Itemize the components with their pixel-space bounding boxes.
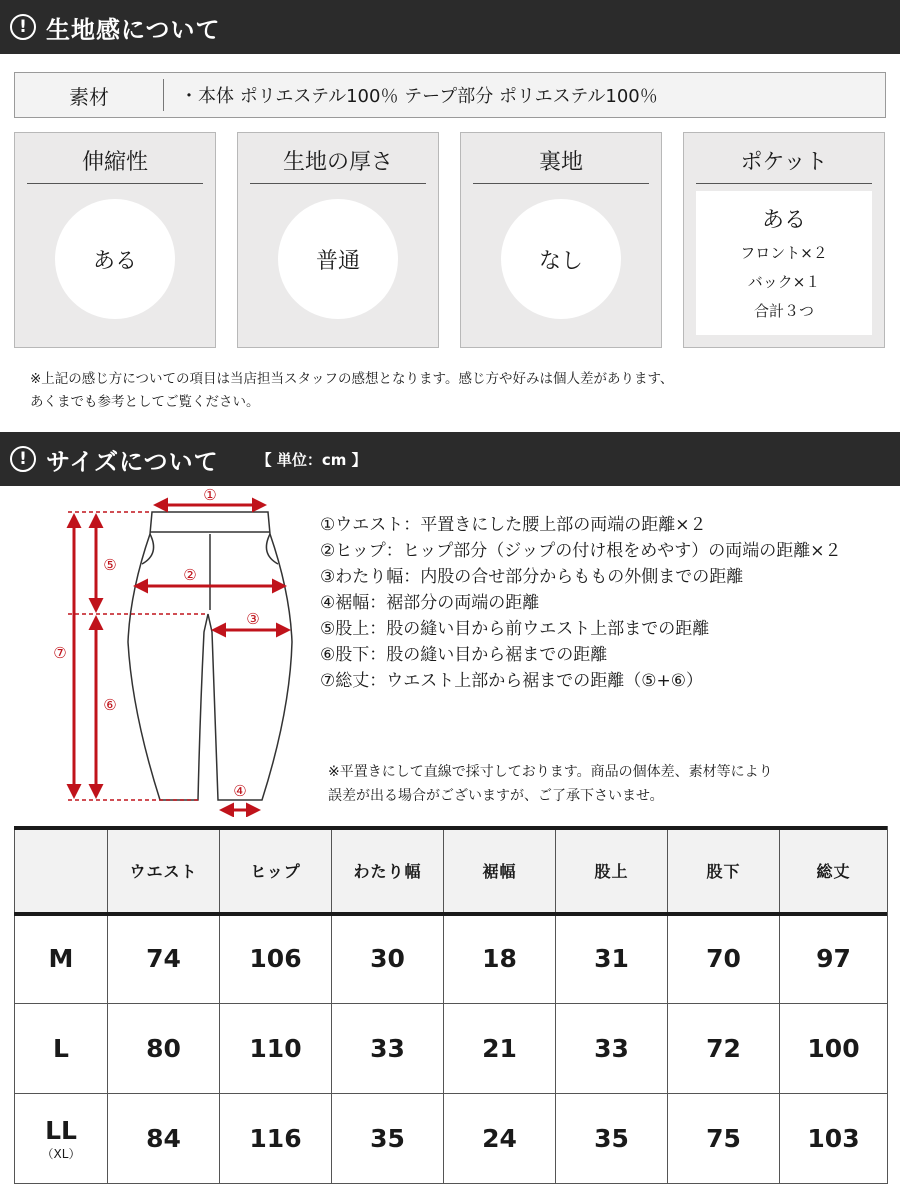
size-note: [328, 760, 773, 808]
legend-item: ⑦総丈：ウエスト上部から裾までの距離（⑤+⑥）: [320, 671, 703, 691]
label-6: ⑥: [103, 696, 117, 714]
fabric-cards: [14, 132, 886, 348]
value-cell: 72: [668, 1004, 780, 1094]
note-line: あくまでも参考としてご覧ください。: [30, 394, 260, 410]
value-cell: 24: [444, 1094, 556, 1184]
unit-label: 【 単位：cm 】: [256, 450, 367, 469]
size-table: [14, 826, 888, 1184]
exclamation-icon: !: [10, 14, 36, 40]
legend-item: ①ウエスト：平置きにした腰上部の両端の距離×２: [320, 515, 707, 535]
pants-outline: [128, 512, 292, 800]
legend-item: ⑤股上：股の縫い目から前ウエスト上部までの距離: [320, 619, 710, 639]
section-title: 生地感について: [46, 15, 221, 44]
table-row: [15, 1004, 888, 1094]
size-cell: L: [15, 1004, 108, 1094]
fabric-note: [30, 368, 673, 414]
section-header-size: [0, 432, 900, 486]
legend-item: ④裾幅：裾部分の両端の距離: [320, 593, 540, 613]
card-title: 伸縮性: [27, 143, 203, 184]
label-4: ④: [233, 782, 247, 800]
size-sub-label: （XL）: [41, 1146, 81, 1161]
value-cell: 110: [220, 1004, 332, 1094]
value-cell: 18: [444, 914, 556, 1004]
label-7: ⑦: [53, 644, 67, 662]
header-cell: [15, 827, 108, 914]
pocket-detail: [696, 191, 872, 335]
pants-measurement-diagram: [40, 482, 310, 817]
value-cell: 116: [220, 1094, 332, 1184]
section-header-fabric: [0, 0, 900, 54]
value-cell: 31: [556, 914, 668, 1004]
value-cell: 70: [668, 914, 780, 1004]
pocket-total: 合計３つ: [753, 302, 814, 320]
material-row: [14, 72, 886, 118]
card-lining: [460, 132, 662, 348]
value-cell: 33: [332, 1004, 444, 1094]
label-5: ⑤: [103, 556, 117, 574]
value-cell: 103: [780, 1094, 888, 1184]
label-3: ③: [246, 610, 260, 628]
pocket-back: バック×１: [747, 273, 821, 291]
value-cell: 100: [780, 1004, 888, 1094]
header-cell: ウエスト: [108, 827, 220, 914]
size-cell: [15, 1094, 108, 1184]
header-cell: 股上: [556, 827, 668, 914]
value-cell: 97: [780, 914, 888, 1004]
card-title: 生地の厚さ: [250, 143, 426, 184]
card-title: 裏地: [473, 143, 649, 184]
header-cell: わたり幅: [332, 827, 444, 914]
note-line: ※上記の感じ方についての項目は当店担当スタッフの感想となります。感じ方や好みは個人差があります、: [30, 371, 674, 387]
exclamation-icon: !: [10, 446, 36, 472]
material-value: ・本体 ポリエステル100％ テープ部分 ポリエステル100％: [180, 86, 658, 107]
header-cell: 総丈: [780, 827, 888, 914]
card-pocket: [683, 132, 885, 348]
value-cell: 33: [556, 1004, 668, 1094]
header-cell: 股下: [668, 827, 780, 914]
pocket-value: ある: [761, 208, 806, 233]
card-title: ポケット: [696, 143, 872, 184]
measurement-legend: [320, 512, 841, 694]
value-cell: 106: [220, 914, 332, 1004]
note-line: 誤差が出る場合がございますが、ご了承下さいませ。: [328, 788, 664, 804]
size-cell: M: [15, 914, 108, 1004]
value-cell: 80: [108, 1004, 220, 1094]
table-row: [15, 1094, 888, 1184]
card-thickness: [237, 132, 439, 348]
table-top-rule: [14, 826, 887, 830]
value-cell: 35: [332, 1094, 444, 1184]
section-title: サイズについて: [46, 447, 219, 476]
legend-item: ②ヒップ：ヒップ部分（ジップの付け根をめやす）の両端の距離×２: [320, 541, 842, 561]
value-cell: 21: [444, 1004, 556, 1094]
value-cell: 84: [108, 1094, 220, 1184]
legend-item: ⑥股下：股の縫い目から裾までの距離: [320, 645, 608, 665]
label-2: ②: [183, 566, 197, 584]
value-cell: 75: [668, 1094, 780, 1184]
table-header-row: [15, 827, 888, 914]
card-value: なし: [501, 199, 621, 319]
value-cell: 30: [332, 914, 444, 1004]
label-1: ①: [203, 486, 217, 504]
size-label: LL: [45, 1115, 77, 1145]
pocket-front: フロント×２: [740, 244, 828, 262]
legend-item: ③わたり幅：内股の合せ部分からももの外側までの距離: [320, 567, 744, 587]
card-value: ある: [55, 199, 175, 319]
header-cell: ヒップ: [220, 827, 332, 914]
note-line: ※平置きにして直線で採寸しております。商品の個体差、素材等により: [328, 764, 773, 780]
table-row: [15, 914, 888, 1004]
value-cell: 35: [556, 1094, 668, 1184]
value-cell: 74: [108, 914, 220, 1004]
card-stretch: [14, 132, 216, 348]
header-cell: 裾幅: [444, 827, 556, 914]
material-label: 素材: [69, 84, 109, 109]
table-header-rule: [14, 912, 887, 916]
card-value: 普通: [278, 199, 398, 319]
